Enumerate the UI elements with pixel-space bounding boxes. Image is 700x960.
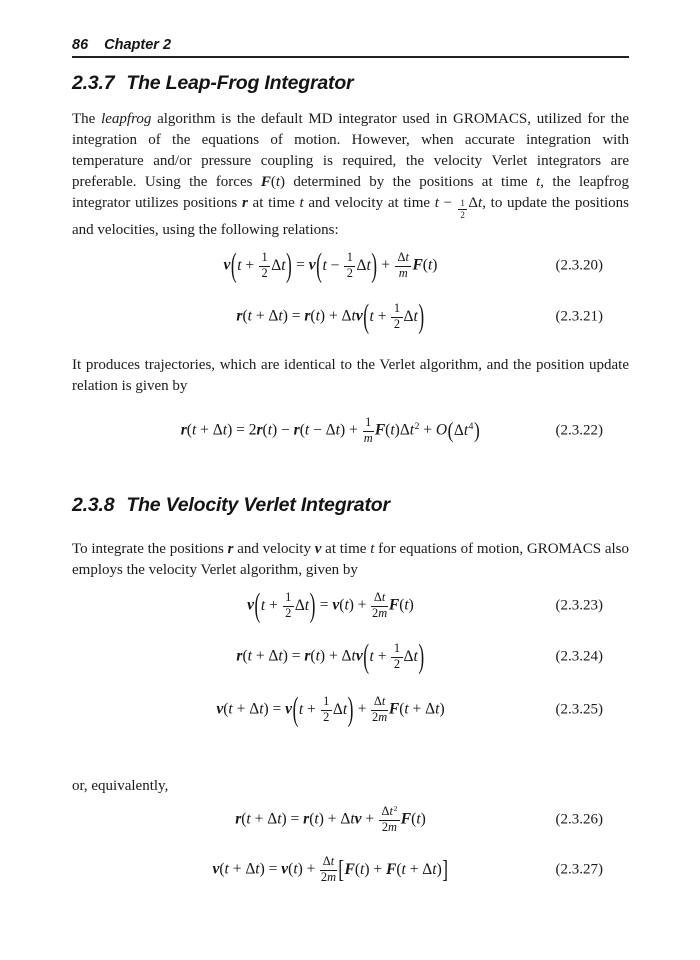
header-rule (72, 56, 629, 58)
equation-content: v(t + Δt) = v(t) + $\frac{\Delta t}{2m}$ [F(t) + F(t + Δt)] (212, 854, 449, 884)
chapter-label: Chapter 2 (104, 37, 172, 53)
section-number: 2.3.8 (72, 494, 115, 516)
section-number: 2.3.7 (72, 72, 115, 94)
equation-2-3-22 (72, 409, 629, 453)
equation-2-3-24 (72, 635, 629, 679)
section-title: The Velocity Verlet Integrator (126, 494, 390, 516)
equation-2-3-23 (72, 584, 629, 628)
equation-number: (2.3.21) (555, 308, 603, 325)
paragraph-leapfrog-intro: The leapfrog algorithm is the default MD integrator used in GROMACS, utilized for the integration of the equations of motion. However, when accurate integration with temperature and/or pressure coupling is required, the velocity Verlet integrators are preferable. Using the forces F(t) determined by the positions at time t, the leapfrog integrator utilizes positions r at time t and velocity at time t − $\frac{1}{2}$ Δt, to update the positions and velocities, using the following relations: (72, 111, 629, 239)
equation-2-3-26 (72, 798, 629, 842)
equation-content: r(t + Δt) = r(t) + Δtv(t + $\frac{1}{2}$ Δt) (236, 297, 425, 335)
paragraph-trajectories: It produces trajectories, which are identical to the Verlet algorithm, and the position update relation is given by (72, 357, 629, 394)
page-number: 86 (72, 37, 89, 53)
equation-content: v(t + $\frac{1}{2}$ Δt) = v(t) + $\frac{\Delta t}{2m}$ F(t) (247, 586, 414, 624)
equation-content: r(t + Δt) = r(t) + Δtv(t + $\frac{1}{2}$ Δt) (236, 637, 425, 675)
running-head (72, 37, 171, 53)
equation-2-3-25 (72, 688, 629, 732)
equation-2-3-20 (72, 244, 629, 288)
equation-content: r(t + Δt) = r(t) + Δtv + $\frac{\Delta t^2}{2m}$ F(t) (235, 803, 426, 834)
equation-2-3-21 (72, 295, 629, 339)
equation-number: (2.3.24) (555, 648, 603, 665)
equation-number: (2.3.25) (555, 701, 603, 718)
equation-content: v(t + Δt) = v(t + $\frac{1}{2}$ Δt) + $\frac{\Delta t}{2m}$ F(t + Δt) (216, 690, 445, 728)
equation-content: v(t + $\frac{1}{2}$ Δt) = v(t − $\frac{1}{2}$ Δt) + $\frac{\Delta t}{m}$ F(t) (223, 246, 438, 284)
paragraph-or-equivalently: or, equivalently, (72, 778, 169, 794)
section-heading-leap-frog (72, 72, 353, 95)
paragraph-velocity-verlet-intro: To integrate the positions r and velocity v at time t for equations of motion, GROMACS also employs the velocity Verlet algorithm, given by (72, 541, 629, 578)
equation-number: (2.3.23) (555, 597, 603, 614)
equation-2-3-27 (72, 848, 629, 892)
equation-number: (2.3.20) (555, 257, 603, 274)
equation-number: (2.3.27) (555, 861, 603, 878)
section-title: The Leap-Frog Integrator (126, 72, 354, 94)
equation-number: (2.3.22) (555, 422, 603, 439)
equation-content: r(t + Δt) = 2r(t) − r(t − Δt) + $\frac{1}{m}$ $F(t)\Delta t^2 + O(\Delta t^4)$ (180, 415, 480, 445)
section-heading-velocity-verlet (72, 494, 390, 517)
equation-number: (2.3.26) (555, 811, 603, 828)
